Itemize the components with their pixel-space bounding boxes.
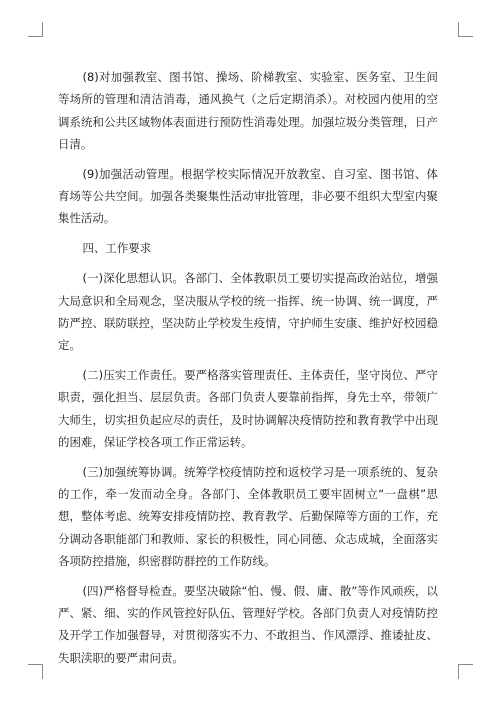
- crop-mark-top-right: [458, 22, 473, 37]
- paragraph-responsibility: (二)压实工作责任。要严格落实管理责任、主体责任，坚守岗位、严守职责，强化担当、层层负责。各部门负责人要靠前指挥，身先士卒，带领广大师生，切实担负起应尽的责任，及时协调解决疫情防控和教育教学中出现的困难，保证学校各项工作正常运转。: [58, 367, 438, 450]
- paragraph-venue-disinfection: (8)对加强教室、图书馆、操场、阶梯教室、实验室、医务室、卫生间等场所的管理和清洁消毒，通风换气（之后定期消杀）。对校园内使用的空调系统和公共区域物体表面进行预防性消毒处理。加强垃圾分类管理，日产日清。: [58, 70, 438, 152]
- section-heading-work-requirements: 四、工作要求: [82, 240, 152, 255]
- crop-mark-bottom-right: [458, 664, 473, 679]
- paragraph-activity-management: (9)加强活动管理。根据学校实际情况开放教室、自习室、图书馆、体育场等公共空间。加强各类聚集性活动审批管理，非必要不组织大型室内聚集性活动。: [58, 166, 438, 226]
- crop-mark-top-left: [28, 22, 43, 37]
- paragraph-coordination: (三)加强统筹协调。统筹学校疫情防控和返校学习是一项系统的、复杂的工作，牵一发而动全身。各部门、全体教职员工要牢固树立“一盘棋”思想，整体考虑、统筹安排疫情防控、教育教学、后勤保障等方面的工作，充分调动各职能部门和教师、家长的积极性，同心同德、众志成城，全面落实各项防控措施，织密群防群控的工作防线。: [58, 464, 438, 569]
- document-body: [58, 66, 438, 676]
- paragraph-deepen-awareness: (一)深化思想认识。各部门、全体教职员工要切实提高政治站位，增强大局意识和全局观念，坚决服从学校的统一指挥、统一协调、统一调度，严防严控、联防联控，坚决防止学校发生疫情，守护师生安康、维护好校园稳定。: [58, 271, 438, 353]
- crop-mark-bottom-left: [28, 664, 43, 679]
- paragraph-supervision: (四)严格督导检查。要坚决破除“怕、慢、假、庸、散”等作风顽疾，以严、紧、细、实的作风管控好队伍、管理好学校。各部门负责人对疫情防控及开学工作加强督导，对贯彻落实不力、不敢担当、作风漂浮、推诿扯皮、失职渎职的要严肃问责。: [58, 583, 438, 665]
